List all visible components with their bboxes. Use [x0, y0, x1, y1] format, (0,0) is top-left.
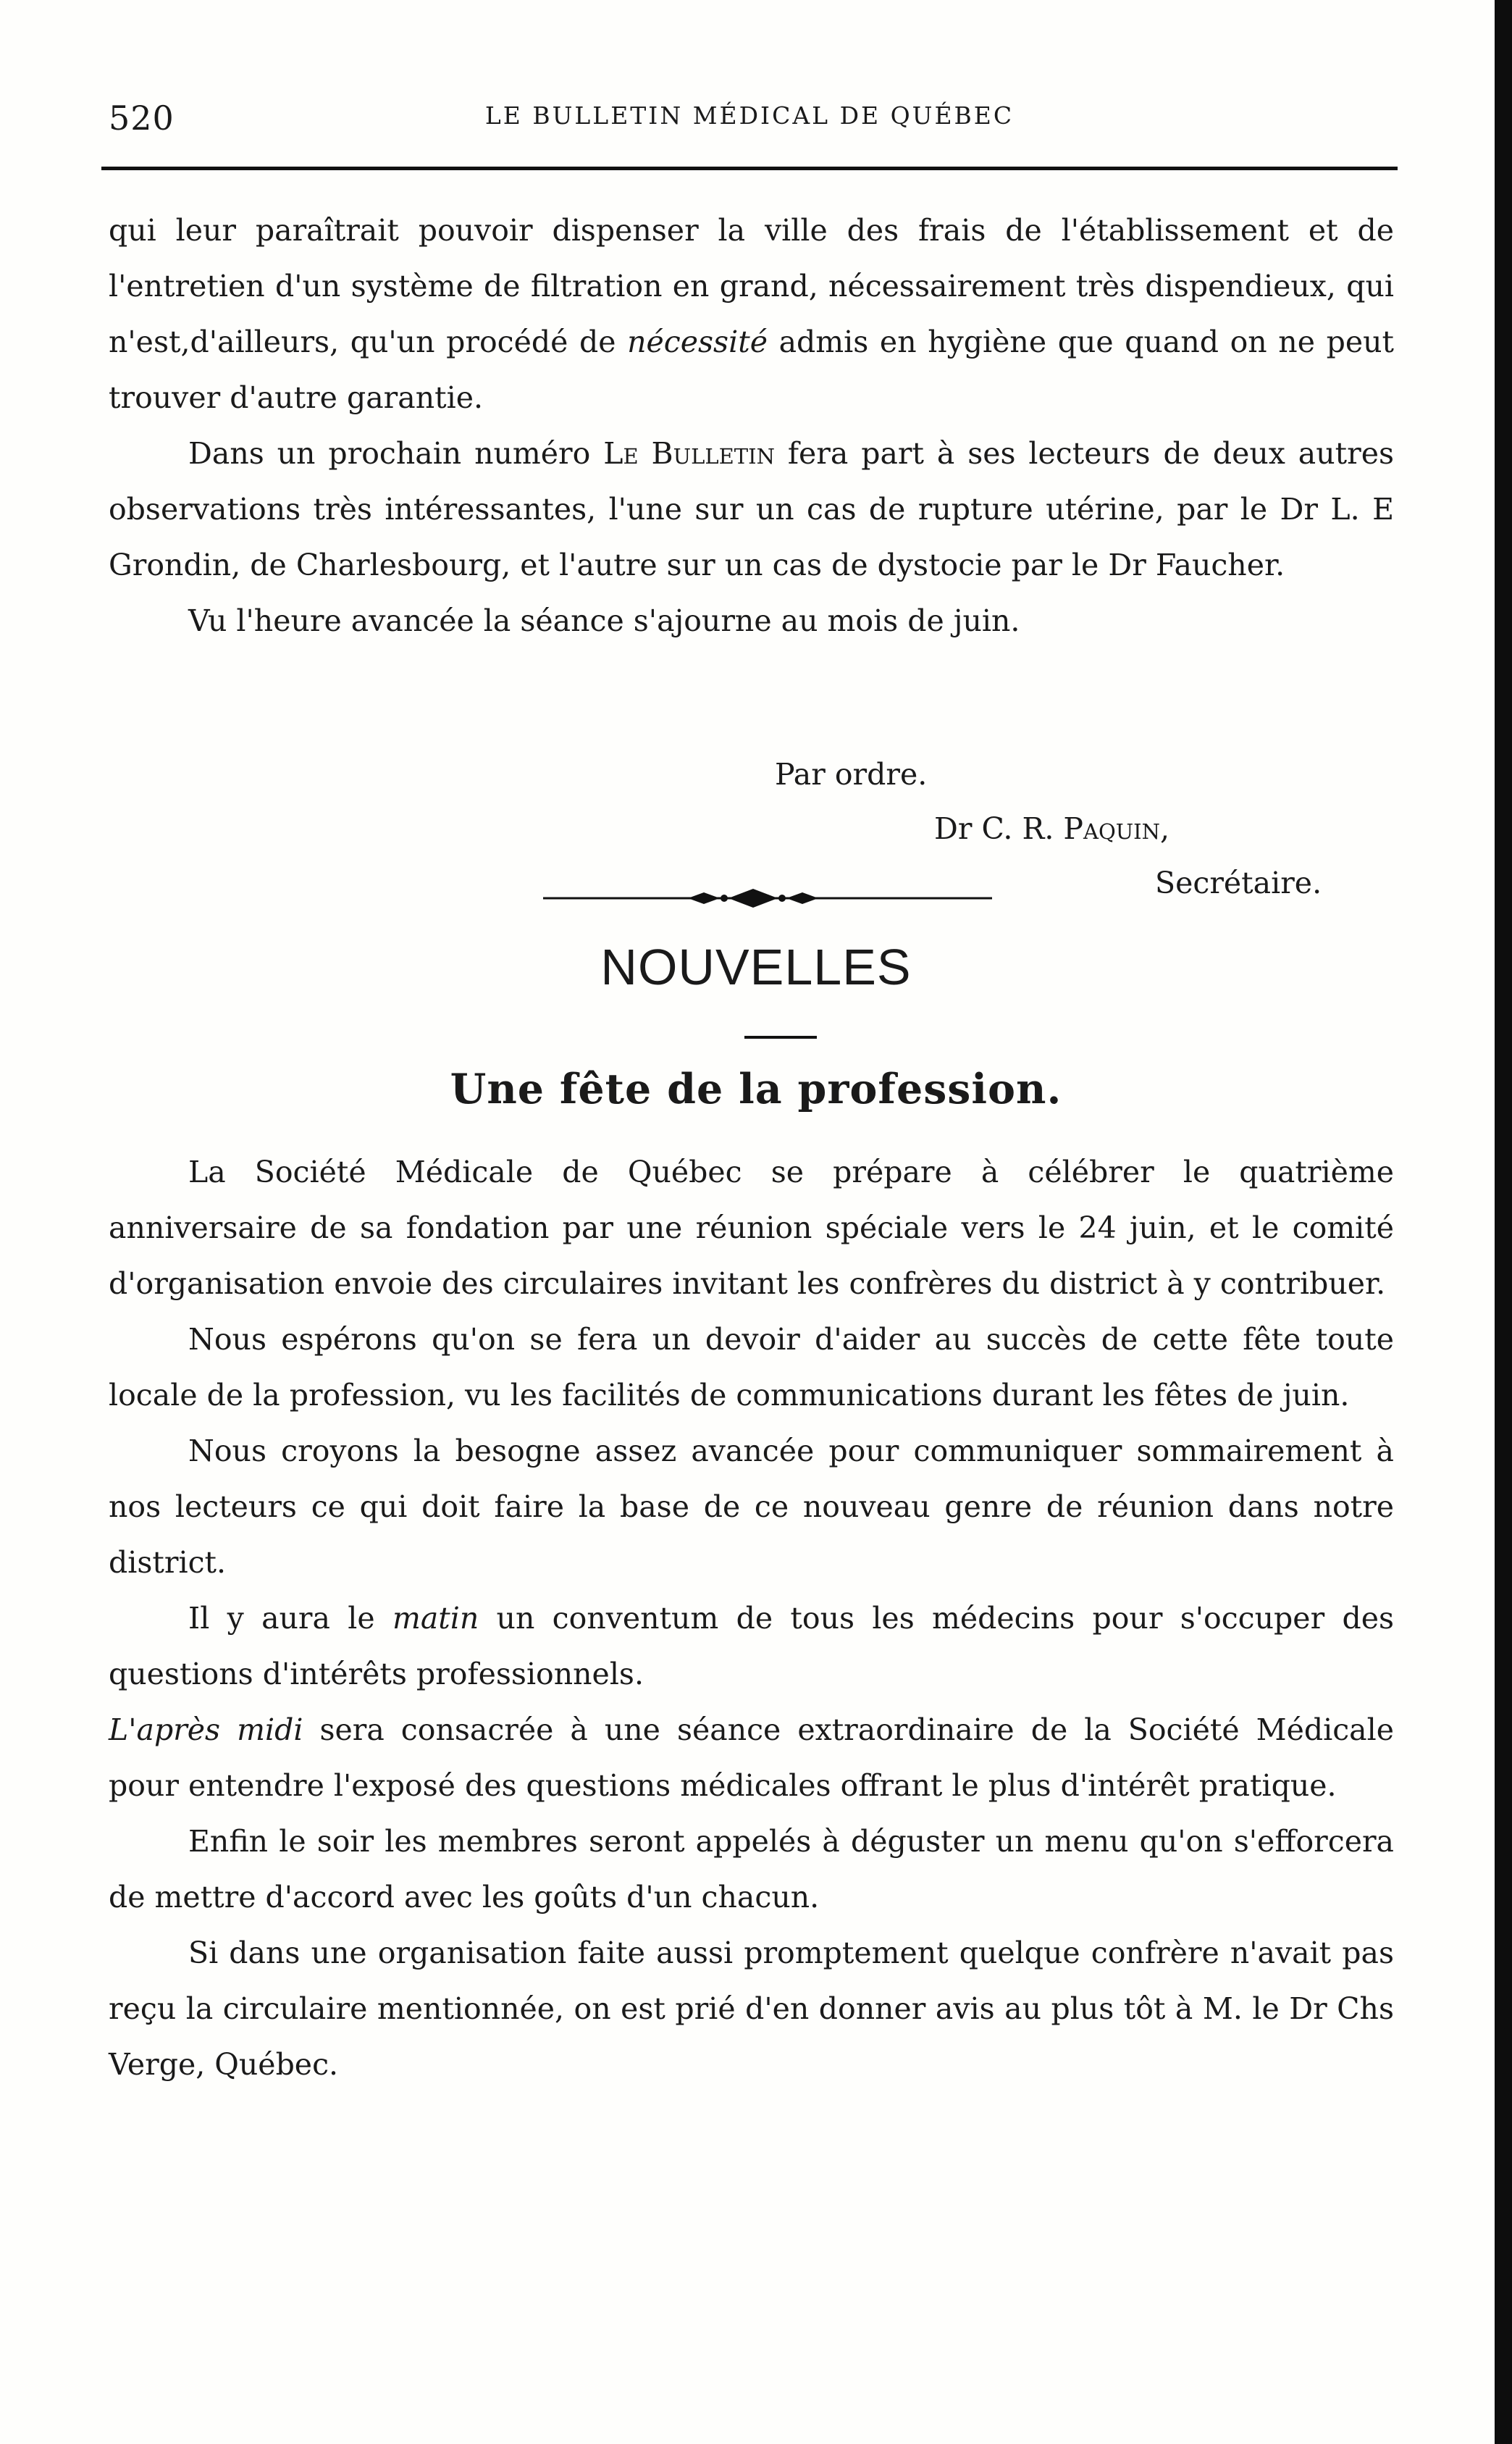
news-paragraph-3: Nous croyons la besogne assez avancée pour communiquer sommairement à nos lecteurs ce qui doit faire la base de ce nouveau genre de réunion dans notre district. [109, 1434, 1394, 1580]
signature-name: Dr C. R. Paquin, [934, 811, 1170, 846]
news-paragraph-6: Enfin le soir les membres seront appelés à déguster un menu qu'on s'efforcera de mettre d'accord avec les goûts d'un chacun. [109, 1824, 1394, 1914]
ornament-divider [543, 880, 992, 916]
page-edge-shadow [1495, 0, 1512, 2444]
news-paragraph-7: Si dans une organisation faite aussi promptement quelque confrère n'avait pas reçu la circulaire mentionnée, on est prié d'en donner avis au plus tôt à M. le Dr Chs Verge, Québec. [109, 1935, 1394, 2082]
italic-phrase: L'après midi [109, 1712, 303, 1747]
signature-role: Secrétaire. [1155, 866, 1322, 900]
minutes-paragraph-1: qui leur paraîtrait pouvoir dispenser la ville des frais de l'établissement et de l'entretien d'un système de filtration en grand, nécessairement très dispendieux, qui n'est,d'ailleurs, qu'un procédé de nécessité admis en hygiène que quand on ne peut trouver d'autre garantie. [109, 213, 1394, 415]
journal-name: Le Bulletin [603, 436, 775, 471]
page-number: 520 [109, 99, 175, 138]
minutes-paragraph-2: Dans un prochain numéro Le Bulletin fera part à ses lecteurs de deux autres observations très intéressantes, l'une sur un cas de rupture utérine, par le Dr L. E Grondin, de Charlesbourg, et l'autre sur un cas de dystocie par le Dr Faucher. [109, 436, 1394, 582]
news-paragraph-4: Il y aura le matin un conventum de tous les médecins pour s'occuper des questions d'intérêts professionnels. [109, 1601, 1395, 1691]
page-header [101, 93, 1398, 151]
news-paragraph-5: L'après midi sera consacrée à une séance extraordinaire de la Société Médicale pour entendre l'exposé des questions médicales offrant le plus d'intérêt pratique. [109, 1712, 1394, 1803]
minutes-text [109, 203, 1394, 649]
running-title: LE BULLETIN MÉDICAL DE QUÉBEC [484, 101, 1015, 130]
short-rule [744, 1036, 817, 1039]
italic-word: nécessité [627, 325, 768, 359]
minutes-paragraph-3: Vu l'heure avancée la séance s'ajourne au mois de juin. [188, 603, 1020, 638]
signature-ordre: Par ordre. [775, 757, 928, 792]
news-paragraph-1: La Société Médicale de Québec se prépare à célébrer le quatrième anniversaire de sa fondation par une réunion spéciale vers le 24 juin, et le comité d'organisation envoie des circulaires invitant les confrères du district à y contribuer. [109, 1155, 1394, 1301]
italic-word: matin [392, 1601, 479, 1636]
news-paragraph-2: Nous espérons qu'on se fera un devoir d'aider au succès de cette fête toute locale de la profession, vu les facilités de communications durant les fêtes de juin. [109, 1322, 1394, 1413]
article-subtitle: Une fête de la profession. [450, 1065, 1062, 1113]
news-text [109, 1144, 1394, 2093]
header-rule [101, 167, 1398, 170]
section-title: NOUVELLES [600, 939, 912, 995]
